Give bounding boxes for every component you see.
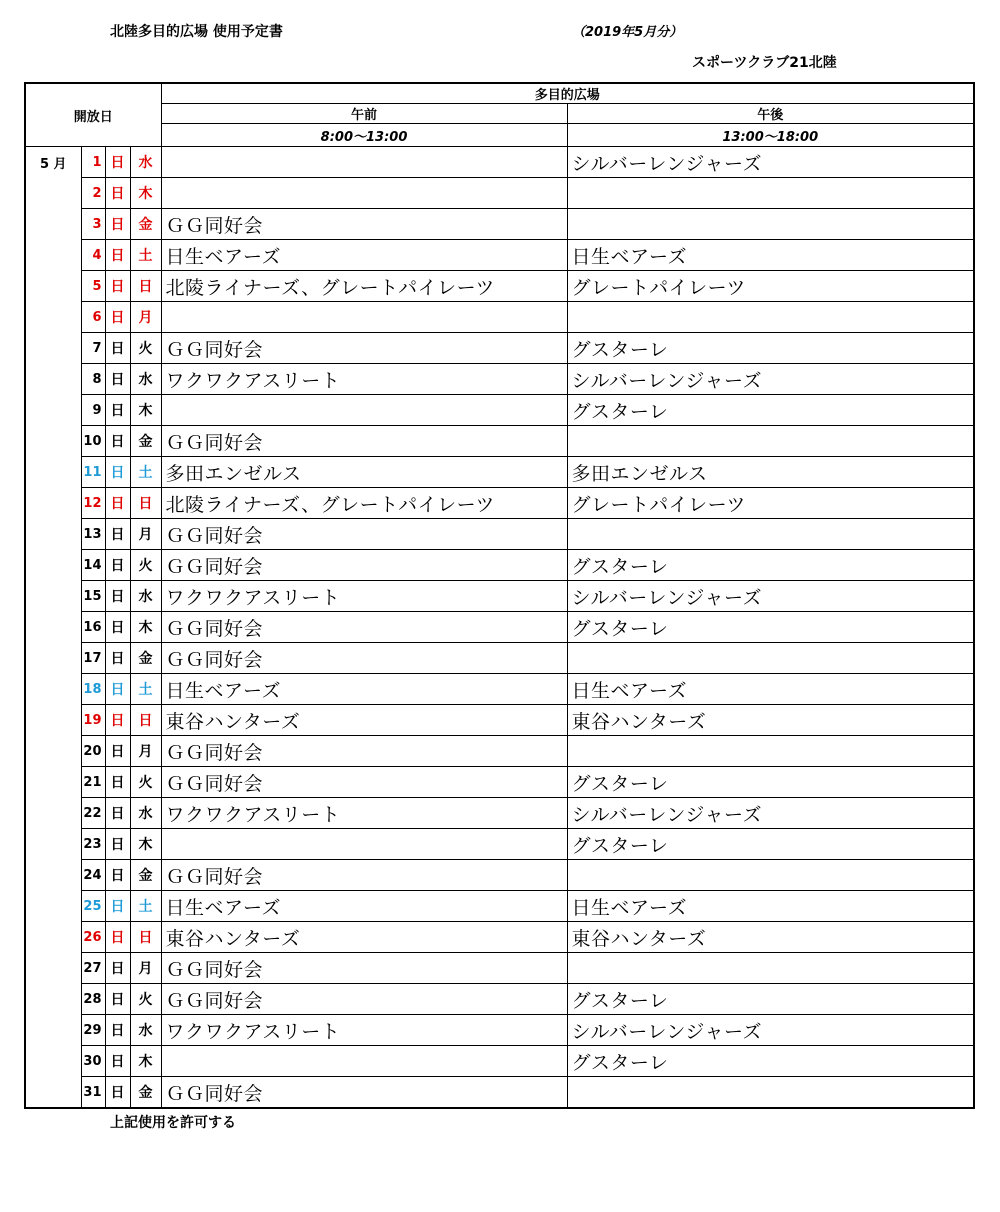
pm-booking-cell [567,519,974,550]
day-suffix: 日 [105,271,130,302]
table-row [25,147,974,178]
day-of-week: 木 [130,178,161,209]
am-booking-cell: 東谷ハンターズ [161,922,567,953]
day-of-week: 火 [130,333,161,364]
pm-booking-cell: グスターレ [567,829,974,860]
day-number: 10 [81,426,105,457]
table-row [25,860,974,891]
day-suffix: 日 [105,736,130,767]
day-suffix: 日 [105,922,130,953]
day-number: 3 [81,209,105,240]
pm-booking-cell: グレートパイレーツ [567,488,974,519]
am-booking-cell: ＧＧ同好会 [161,767,567,798]
day-of-week: 水 [130,581,161,612]
day-suffix: 日 [105,147,130,178]
day-suffix: 日 [105,519,130,550]
document-period: （2019年5月分） [572,25,683,40]
am-booking-cell: ＧＧ同好会 [161,209,567,240]
day-number: 7 [81,333,105,364]
day-number: 6 [81,302,105,333]
table-row [25,829,974,860]
am-booking-cell: 日生ベアーズ [161,891,567,922]
day-number: 15 [81,581,105,612]
table-row [25,581,974,612]
day-suffix: 日 [105,302,130,333]
pm-booking-cell: グスターレ [567,550,974,581]
table-row [25,488,974,519]
day-of-week: 土 [130,240,161,271]
am-booking-cell: ＧＧ同好会 [161,612,567,643]
am-booking-cell: ＧＧ同好会 [161,643,567,674]
pm-header: 午後 [567,104,974,124]
am-header: 午前 [161,104,567,124]
day-of-week: 水 [130,1015,161,1046]
am-booking-cell: ワクワクアスリート [161,364,567,395]
day-of-week: 水 [130,364,161,395]
day-of-week: 金 [130,426,161,457]
table-row [25,767,974,798]
day-number: 17 [81,643,105,674]
table-row [25,674,974,705]
day-of-week: 水 [130,147,161,178]
month-cell: 5 月 [25,147,81,1109]
pm-booking-cell: 日生ベアーズ [567,240,974,271]
day-number: 23 [81,829,105,860]
pm-booking-cell: グスターレ [567,612,974,643]
table-row [25,953,974,984]
am-booking-cell: ＧＧ同好会 [161,426,567,457]
table-row [25,705,974,736]
pm-booking-cell: 多田エンゼルス [567,457,974,488]
day-of-week: 土 [130,457,161,488]
am-booking-cell: ＧＧ同好会 [161,736,567,767]
am-booking-cell: 東谷ハンターズ [161,705,567,736]
pm-booking-cell [567,643,974,674]
table-row [25,519,974,550]
day-of-week: 木 [130,1046,161,1077]
day-of-week: 日 [130,922,161,953]
pm-booking-cell: グスターレ [567,395,974,426]
day-number: 20 [81,736,105,767]
day-of-week: 火 [130,767,161,798]
pm-booking-cell [567,736,974,767]
table-row [25,891,974,922]
table-row [25,550,974,581]
table-row [25,612,974,643]
day-of-week: 月 [130,519,161,550]
day-suffix: 日 [105,581,130,612]
day-suffix: 日 [105,240,130,271]
day-number: 12 [81,488,105,519]
am-booking-cell: ＧＧ同好会 [161,1077,567,1109]
schedule-table [24,82,975,1109]
day-suffix: 日 [105,612,130,643]
day-of-week: 土 [130,891,161,922]
day-number: 31 [81,1077,105,1109]
day-of-week: 月 [130,736,161,767]
day-of-week: 土 [130,674,161,705]
pm-booking-cell [567,178,974,209]
table-row [25,643,974,674]
am-booking-cell: ＧＧ同好会 [161,550,567,581]
day-of-week: 木 [130,395,161,426]
am-booking-cell: 多田エンゼルス [161,457,567,488]
day-suffix: 日 [105,488,130,519]
pm-booking-cell [567,1077,974,1109]
am-booking-cell [161,395,567,426]
day-number: 26 [81,922,105,953]
day-of-week: 日 [130,271,161,302]
table-row [25,1046,974,1077]
pm-booking-cell: 東谷ハンターズ [567,705,974,736]
day-of-week: 日 [130,705,161,736]
am-booking-cell: ＧＧ同好会 [161,333,567,364]
pm-booking-cell [567,953,974,984]
day-of-week: 日 [130,488,161,519]
day-number: 24 [81,860,105,891]
day-of-week: 金 [130,1077,161,1109]
pm-booking-cell: シルバーレンジャーズ [567,364,974,395]
pm-booking-cell [567,860,974,891]
table-row [25,271,974,302]
day-suffix: 日 [105,364,130,395]
pm-booking-cell: グスターレ [567,1046,974,1077]
day-number: 19 [81,705,105,736]
day-suffix: 日 [105,395,130,426]
day-suffix: 日 [105,550,130,581]
pm-booking-cell: グスターレ [567,767,974,798]
day-number: 2 [81,178,105,209]
pm-booking-cell: シルバーレンジャーズ [567,798,974,829]
day-number: 1 [81,147,105,178]
am-booking-cell: ワクワクアスリート [161,1015,567,1046]
am-booking-cell: 北陵ライナーズ、グレートパイレーツ [161,488,567,519]
organization-name: スポーツクラブ21北陸 [692,55,837,71]
day-of-week: 金 [130,209,161,240]
am-booking-cell: ＧＧ同好会 [161,860,567,891]
table-row [25,395,974,426]
day-of-week: 月 [130,953,161,984]
day-of-week: 火 [130,550,161,581]
document-title: 北陸多目的広場 使用予定書 [110,24,283,40]
pm-booking-cell: 日生ベアーズ [567,674,974,705]
table-row [25,240,974,271]
pm-booking-cell: シルバーレンジャーズ [567,581,974,612]
day-number: 13 [81,519,105,550]
table-row [25,736,974,767]
day-of-week: 金 [130,860,161,891]
pm-booking-cell [567,426,974,457]
day-suffix: 日 [105,767,130,798]
table-row [25,209,974,240]
pm-booking-cell: グスターレ [567,333,974,364]
day-number: 14 [81,550,105,581]
pm-booking-cell: グレートパイレーツ [567,271,974,302]
day-number: 5 [81,271,105,302]
day-number: 27 [81,953,105,984]
day-number: 21 [81,767,105,798]
table-row [25,178,974,209]
am-booking-cell: ＧＧ同好会 [161,984,567,1015]
day-suffix: 日 [105,829,130,860]
am-booking-cell [161,1046,567,1077]
am-booking-cell [161,302,567,333]
day-suffix: 日 [105,643,130,674]
day-suffix: 日 [105,891,130,922]
pm-time-header: 13:00～18:00 [567,124,974,147]
pm-booking-cell: 東谷ハンターズ [567,922,974,953]
table-row [25,1015,974,1046]
table-row [25,364,974,395]
pm-booking-cell: シルバーレンジャーズ [567,147,974,178]
day-suffix: 日 [105,860,130,891]
am-booking-cell: ワクワクアスリート [161,581,567,612]
am-booking-cell: 日生ベアーズ [161,674,567,705]
day-number: 28 [81,984,105,1015]
open-days-header: 開放日 [25,83,161,147]
day-number: 4 [81,240,105,271]
am-booking-cell [161,147,567,178]
day-number: 18 [81,674,105,705]
day-suffix: 日 [105,984,130,1015]
day-number: 8 [81,364,105,395]
day-suffix: 日 [105,953,130,984]
day-number: 25 [81,891,105,922]
approval-note: 上記使用を許可する [110,1115,236,1131]
day-number: 11 [81,457,105,488]
day-of-week: 火 [130,984,161,1015]
pm-booking-cell: シルバーレンジャーズ [567,1015,974,1046]
table-row [25,457,974,488]
day-suffix: 日 [105,1046,130,1077]
table-row [25,798,974,829]
pm-booking-cell [567,209,974,240]
venue-header: 多目的広場 [161,83,974,104]
day-suffix: 日 [105,209,130,240]
day-number: 29 [81,1015,105,1046]
table-row [25,426,974,457]
pm-booking-cell [567,302,974,333]
am-booking-cell [161,178,567,209]
table-row [25,302,974,333]
table-row [25,922,974,953]
day-suffix: 日 [105,1015,130,1046]
table-row [25,333,974,364]
day-suffix: 日 [105,798,130,829]
day-suffix: 日 [105,1077,130,1109]
day-of-week: 木 [130,612,161,643]
am-booking-cell [161,829,567,860]
day-suffix: 日 [105,457,130,488]
day-of-week: 木 [130,829,161,860]
pm-booking-cell: 日生ベアーズ [567,891,974,922]
table-row [25,1077,974,1109]
am-booking-cell: 日生ベアーズ [161,240,567,271]
day-number: 30 [81,1046,105,1077]
day-suffix: 日 [105,333,130,364]
day-number: 22 [81,798,105,829]
am-booking-cell: ワクワクアスリート [161,798,567,829]
day-number: 9 [81,395,105,426]
day-number: 16 [81,612,105,643]
am-booking-cell: 北陵ライナーズ、グレートパイレーツ [161,271,567,302]
table-row [25,984,974,1015]
day-of-week: 水 [130,798,161,829]
day-of-week: 金 [130,643,161,674]
am-booking-cell: ＧＧ同好会 [161,953,567,984]
pm-booking-cell: グスターレ [567,984,974,1015]
am-booking-cell: ＧＧ同好会 [161,519,567,550]
am-time-header: 8:00～13:00 [161,124,567,147]
day-suffix: 日 [105,705,130,736]
day-suffix: 日 [105,178,130,209]
day-of-week: 月 [130,302,161,333]
day-suffix: 日 [105,674,130,705]
day-suffix: 日 [105,426,130,457]
